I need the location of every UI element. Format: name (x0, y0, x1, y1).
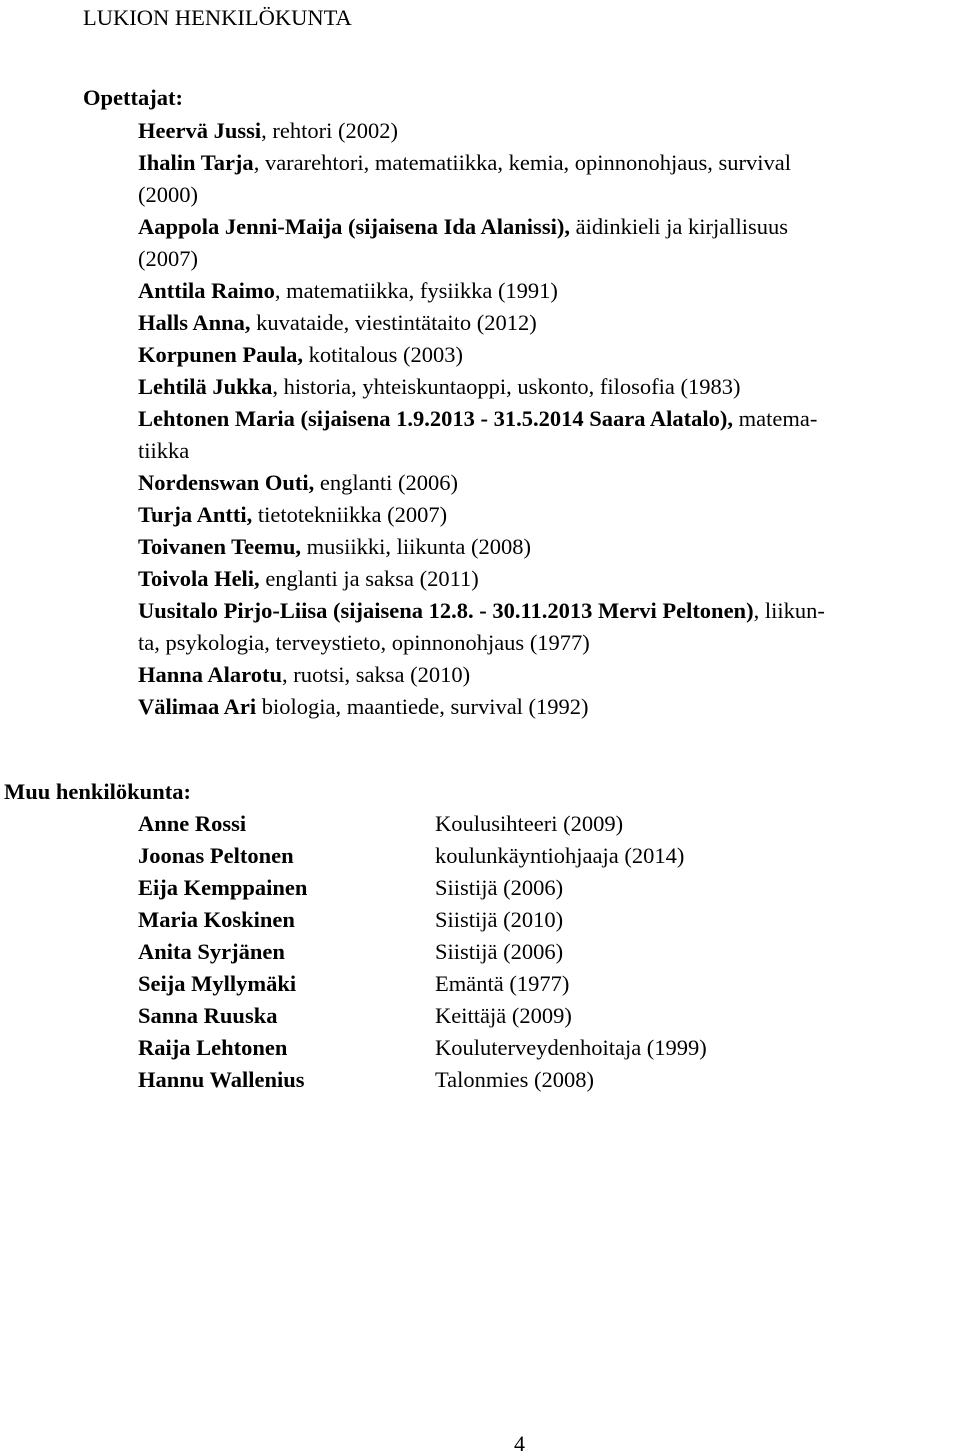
teacher-details: englanti ja saksa (2011) (259, 566, 479, 591)
staff-role: Siistijä (2006) (435, 939, 564, 964)
teacher-details: matema- (732, 406, 818, 431)
staff-role: Siistijä (2010) (435, 907, 564, 932)
staff-row (138, 1032, 707, 1064)
teacher-line (138, 595, 953, 627)
teacher-details: kuvataide, viestintätaito (2012) (250, 310, 537, 335)
page-title: LUKION HENKILÖKUNTA (83, 5, 352, 30)
staff-row (138, 968, 707, 1000)
staff-row (138, 872, 707, 904)
teacher-line (138, 659, 953, 691)
staff-role: Kouluterveydenhoitaja (1999) (435, 1035, 707, 1060)
teacher-details: englanti (2006) (314, 470, 458, 495)
staff-name: Seija Myllymäki (138, 971, 297, 996)
teacher-details: ta, psykologia, terveystieto, opinnonohjaus (1977) (138, 630, 590, 655)
teacher-line (138, 563, 953, 595)
staff-role: Keittäjä (2009) (435, 1003, 572, 1028)
teacher-details: , ruotsi, saksa (2010) (282, 662, 471, 687)
teacher-line (138, 211, 953, 243)
staff-heading: Muu henkilökunta: (4, 779, 191, 804)
teacher-details: , matematiikka, fysiikka (1991) (274, 278, 558, 303)
staff-role: Emäntä (1977) (435, 971, 570, 996)
teacher-details: (2007) (138, 246, 198, 271)
teacher-name: Anttila Raimo (138, 278, 275, 303)
teacher-name: Aappola Jenni-Maija (sijaisena Ida Alanissi), (138, 214, 570, 239)
teacher-line-continuation (138, 179, 953, 211)
staff-row (138, 904, 707, 936)
teacher-details: , liikun- (753, 598, 825, 623)
staff-row (138, 840, 707, 872)
teacher-name: Uusitalo Pirjo-Liisa (sijaisena 12.8. - 30.11.2013 Mervi Peltonen) (138, 598, 754, 623)
teacher-line (138, 275, 953, 307)
staff-table (138, 808, 707, 1096)
staff-row (138, 808, 707, 840)
staff-name: Joonas Peltonen (138, 843, 294, 868)
staff-role: Talonmies (2008) (435, 1067, 595, 1092)
teacher-line (138, 531, 953, 563)
teacher-line (138, 467, 953, 499)
teacher-details: biologia, maantiede, survival (1992) (256, 694, 589, 719)
teacher-details: tietotekniikka (2007) (252, 502, 448, 527)
staff-name: Anita Syrjänen (138, 939, 285, 964)
staff-row (138, 936, 707, 968)
teacher-line (138, 339, 953, 371)
teacher-line-continuation (138, 435, 953, 467)
teacher-line (138, 691, 953, 723)
teacher-name: Hanna Alarotu (138, 662, 282, 687)
teacher-name: Välimaa Ari (138, 694, 257, 719)
teacher-name: Turja Antti, (138, 502, 253, 527)
teacher-list (138, 115, 953, 723)
teacher-name: Nordenswan Outi, (138, 470, 315, 495)
teacher-line (138, 371, 953, 403)
teacher-line (138, 403, 953, 435)
teacher-details: (2000) (138, 182, 198, 207)
staff-name: Hannu Wallenius (138, 1067, 305, 1092)
staff-role: koulunkäyntiohjaaja (2014) (435, 843, 685, 868)
teacher-line (138, 499, 953, 531)
teacher-details: , rehtori (2002) (261, 118, 398, 143)
staff-name: Sanna Ruuska (138, 1003, 278, 1028)
teacher-name: Korpunen Paula, (138, 342, 304, 367)
teacher-name: Toivanen Teemu, (138, 534, 301, 559)
staff-name: Anne Rossi (138, 811, 247, 836)
teacher-name: Ihalin Tarja (138, 150, 254, 175)
staff-name: Maria Koskinen (138, 907, 295, 932)
teacher-details: tiikka (138, 438, 190, 463)
staff-role: Koulusihteeri (2009) (435, 811, 624, 836)
staff-row (138, 1064, 707, 1096)
teachers-heading: Opettajat: (83, 85, 183, 110)
teacher-details: , historia, yhteiskuntaoppi, uskonto, filosofia (1983) (272, 374, 741, 399)
teacher-name: Heervä Jussi (138, 118, 262, 143)
teacher-line (138, 147, 953, 179)
teacher-name: Halls Anna, (138, 310, 251, 335)
staff-name: Eija Kemppainen (138, 875, 308, 900)
teacher-details: kotitalous (2003) (303, 342, 464, 367)
teacher-name: Lehtilä Jukka (138, 374, 273, 399)
page-number: 4 (514, 1431, 525, 1456)
teacher-name: Lehtonen Maria (sijaisena 1.9.2013 - 31.5.2014 Saara Alatalo), (138, 406, 733, 431)
teacher-details: musiikki, liikunta (2008) (300, 534, 531, 559)
teacher-name: Toivola Heli, (138, 566, 260, 591)
staff-name: Raija Lehtonen (138, 1035, 288, 1060)
teacher-details: äidinkieli ja kirjallisuus (569, 214, 789, 239)
staff-role: Siistijä (2006) (435, 875, 564, 900)
teacher-line-continuation (138, 243, 953, 275)
teacher-line (138, 307, 953, 339)
staff-row (138, 1000, 707, 1032)
teacher-details: , vararehtori, matematiikka, kemia, opinnonohjaus, survival (253, 150, 792, 175)
teacher-line (138, 115, 953, 147)
teacher-line-continuation (138, 627, 953, 659)
